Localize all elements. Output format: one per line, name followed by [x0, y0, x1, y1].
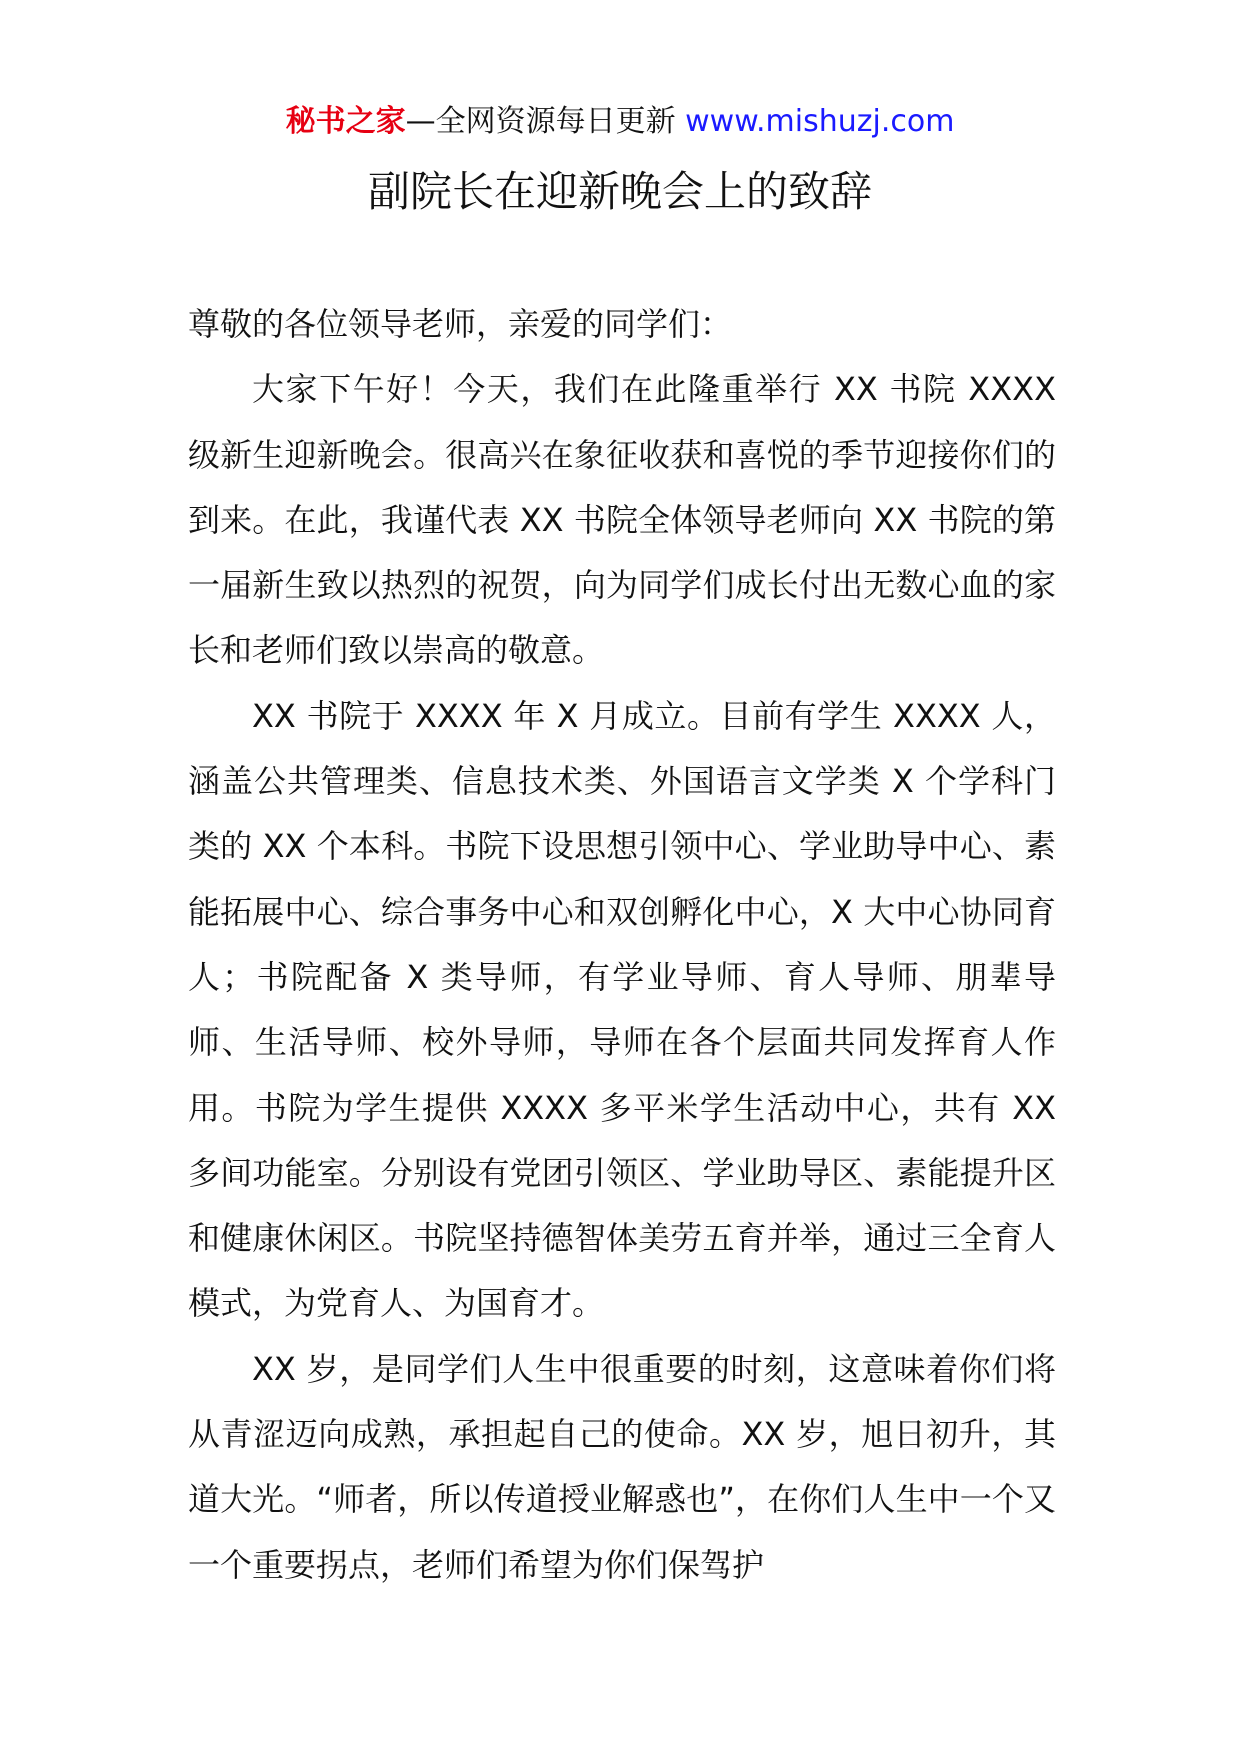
site-header [0, 100, 1240, 144]
paragraph-3: XX 岁，是同学们人生中很重要的时刻，这意味着你们将从青涩迈向成熟，承担起自己的使命。XX 岁，旭日初升，其道大光。“师者，所以传道授业解惑也”，在你们人生中一个又一个重要拐点，老师们希望为你们保驾护 [188, 1349, 1056, 1584]
document-title: 副院长在迎新晚会上的致辞 [367, 167, 872, 216]
document-body [188, 292, 1056, 1598]
paragraph-2: XX 书院于 XXXX 年 X 月成立。目前有学生 XXXX 人，涵盖公共管理类、信息技术类、外国语言文学类 X 个学科门类的 XX 个本科。书院下设思想引领中心、学业助导中心、素能拓展中心、综合事务中心和双创孵化中心，X 大中心协同育人；书院配备 X 类导师，有学业导师、育人导师、朋辈导师、生活导师、校外导师，导师在各个层面共同发挥育人作用。书院为学生提供 XXXX 多平米学生活动中心，共有 XX 多间功能室。分别设有党团引领区、学业助导区、素能提升区和健康休闲区。书院坚持德智体美劳五育并举，通过三全育人模式，为党育人、为国育才。 [188, 696, 1056, 1323]
header-tagline: —全网资源每日更新 [405, 104, 676, 139]
website-link[interactable]: www.mishuzj.com [685, 104, 955, 139]
brand-name: 秘书之家 [285, 104, 406, 139]
paragraph-1: 大家下午好！今天，我们在此隆重举行 XX 书院 XXXX 级新生迎新晚会。很高兴在象征收获和喜悦的季节迎接你们的到来。在此，我谨代表 XX 书院全体领导老师向 XX 书院的第一届新生致以热烈的祝贺，向为同学们成长付出无数心血的家长和老师们致以崇高的敬意。 [188, 370, 1056, 670]
salutation: 尊敬的各位领导老师，亲爱的同学们： [188, 305, 733, 343]
